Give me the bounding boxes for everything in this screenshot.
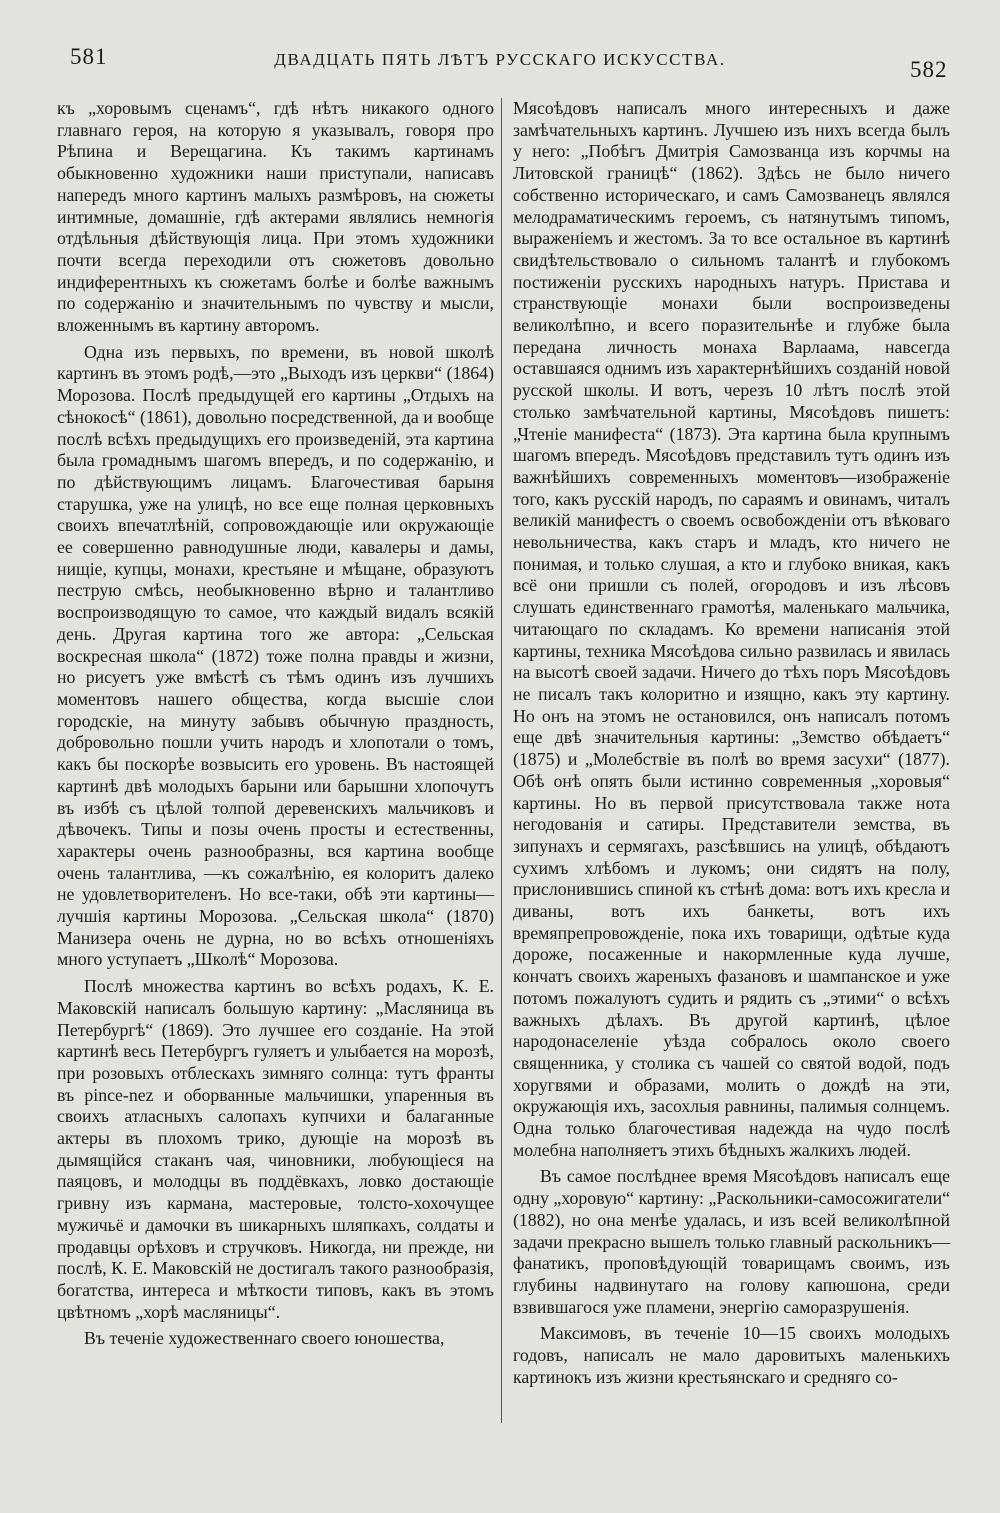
left-column bbox=[57, 98, 494, 1350]
paragraph: Одна изъ первыхъ, по времени, въ новой школѣ картинъ въ этомъ родѣ,—это „Выходъ изъ церкви“ (1864) Морозова. Послѣ предыдущей его картины „Отдыхъ на сѣнокосѣ“ (1861), довольно посредственной, да и вообще послѣ всѣхъ предыдущихъ его произведеній, эта картина была громаднымъ шагомъ впередъ, и по содержанію, и по дѣйствующимъ лицамъ. Благочестивая барыня старушка, уже на улицѣ, но все еще полная церковныхъ своихъ впечатлѣній, сопровождающіе или окружающіе ее совершенно равнодушные люди, кавалеры и дамы, нищіе, купцы, монахи, крестьяне и мѣщане, образуютъ пеструю смѣсь, необыкновенно вѣрно и талантливо воспроизводящую то самое, что каждый видалъ всякій день. Другая картина того же автора: „Сельская воскресная школа“ (1872) тоже полна правды и жизни, но рисуетъ уже вмѣстѣ съ тѣмъ одинъ изъ лучшихъ моментовъ нашего общества, когда высшіе слои городскіе, на минуту забывъ обычную праздность, добровольно пошли учить народъ и хлопотали о томъ, какъ бы поскорѣе возвысить его уровень. Въ настоящей картинѣ двѣ молодыхъ барыни или барышни хлопочутъ въ избѣ съ цѣлой толпой деревенскихъ мальчиковъ и дѣвочекъ. Типы и позы очень просты и естественны, характеры очень разнообразны, вся картина вообще очень талантлива, —къ сожалѣнію, ея колоритъ далеко не удовлетворителенъ. Но все-таки, обѣ эти картины—лучшія картины Морозова. „Сельская школа“ (1870) Манизера очень не дурна, но во всѣхъ отношеніяхъ много уступаетъ „Школѣ“ Морозова. bbox=[57, 341, 494, 970]
running-title: ДВАДЦАТЬ ПЯТЬ ЛѢТЪ РУССКАГО ИСКУССТВА. bbox=[274, 50, 726, 69]
paragraph: Послѣ множества картинъ во всѣхъ родахъ, К. Е. Маковскій написалъ большую картину: „Масляница въ Петербургѣ“ (1869). Это лучшее его созданіе. На этой картинѣ весь Петербургъ гуляетъ и улыбается на морозѣ, при розовыхъ отблескахъ зимняго солнца: тутъ франты въ pince-nez и оборванные мальчишки, упаренныя въ своихъ атласныхъ салопахъ купчихи и балаганные актеры въ плохомъ трико, дующіе на морозѣ въ дымящійся стаканъ чая, чиновники, любующіеся на паяцовъ, и молодцы въ поддёвкахъ, ловко достающіе гривну изъ кармана, мастеровые, толсто-хохочущее мужичьё и дамочки въ шикарныхъ шляпкахъ, солдаты и продавцы орѣховъ и стручковъ. Никогда, ни прежде, ни послѣ, К. Е. Маковскій не достигалъ такого разнообразія, богатства, интереса и мѣткости типовъ, какъ въ этомъ цвѣтномъ „хорѣ масляницы“. bbox=[57, 976, 494, 1322]
paragraph: Въ самое послѣднее время Мясоѣдовъ написалъ еще одну „хоровую“ картину: „Раскольники-самосожигатели“ (1882), но она менѣе удалась, и изъ всей великолѣпной задачи прекрасно вышелъ только главный раскольникъ—фанатикъ, проповѣдующій товарищамъ своимъ, изъ глубины надвинутаго на голову капюшона, среди взвившагося уже пламени, энергію саморазрушенія. bbox=[513, 1166, 950, 1317]
paragraph: Мясоѣдовъ написалъ много интересныхъ и даже замѣчательныхъ картинъ. Лучшею изъ нихъ всегда былъ у него: „Побѣгъ Дмитрія Самозванца изъ корчмы на Литовской границѣ“ (1862). Здѣсь не было ничего собственно историческаго, и самъ Самозванецъ являлся мелодраматическимъ героемъ, съ натянутымъ типомъ, выраженіемъ и жестомъ. За то все остальное въ картинѣ свидѣтельствовало о сильномъ талантѣ и глубокомъ постиженіи русскихъ народныхъ натуръ. Пристава и странствующіе монахи были воспроизведены великолѣпно, и всего поразительнѣе и глубже была передана личность монаха Варлаама, навсегда оставшаяся однимъ изъ характернѣйшихъ созданій новой русской школы. И вотъ, черезъ 10 лѣтъ послѣ этой столько замѣчательной картины, Мясоѣдовъ пишетъ: „Чтеніе манифеста“ (1873). Эта картина была крупнымъ шагомъ впередъ. Мясоѣдовъ представилъ тутъ одинъ изъ важнѣйшихъ современныхъ моментовъ—изображеніе того, какъ русскій народъ, по сараямъ и овинамъ, читалъ великій манифестъ о своемъ освобожденіи отъ вѣковаго невольничества, какъ старъ и младъ, кто ничего не понимая, и только слушая, а кто и глубоко вникая, какъ всё они пришли съ полей, огородовъ и изъ лѣсовъ слушать единственнаго грамотѣя, маленькаго мальчика, читающаго по складамъ. Ко времени написанія этой картины, техника Мясоѣдова сильно развилась и явилась на высотѣ своей задачи. Ничего до тѣхъ поръ Мясоѣдовъ не писалъ такъ колоритно и изящно, какъ эту картину. Но онъ на этомъ не остановился, онъ написалъ потомъ еще двѣ значительныя картины: „Земство обѣдаетъ“ (1875) и „Молебствіе въ полѣ во время засухи“ (1877). Обѣ онѣ опять были истинно современныя „хоровыя“ картины. Но въ первой присутствовала также нота негодованія и сатиры. Представители земства, въ зипунахъ и сермягахъ, разсѣвшись на улицѣ, обѣдаютъ сухимъ хлѣбомъ и лукомъ; они сидятъ на полу, прислонившись спиной къ стѣнѣ дома: вотъ ихъ кресла и диваны, вотъ ихъ банкеты, вотъ ихъ времяпрепровожденіе, пока ихъ товарищи, одѣтые куда дороже, посаженные и накормленные куда лучше, кончатъ своихъ жареныхъ фазановъ и шампанское и уже потомъ пожалуютъ судить и рядить съ „этими“ о всѣхъ важныхъ дѣлахъ. Въ другой картинѣ, цѣлое народонаселеніе уѣзда собралось около своего священника, у столика съ чашей со святой водой, подъ хоругвями и образами, молить о дождѣ на эти, окружающія ихъ, засохлыя равнины, палимыя солнцемъ. Одна только благочестивая надежда на чудо послѣ молебна наполняетъ этихъ бѣдныхъ жалкихъ людей. bbox=[513, 98, 950, 1160]
page-number-left: 581 bbox=[70, 44, 108, 69]
paragraph: Максимовъ, въ теченіе 10—15 своихъ молодыхъ годовъ, написалъ не мало даровитыхъ маленькихъ картинокъ изъ жизни крестьянскаго и средняго со- bbox=[513, 1323, 950, 1387]
paragraph: Въ теченіе художественнаго своего юношества, bbox=[84, 1328, 445, 1349]
page-number-right: 582 bbox=[910, 57, 948, 82]
paragraph: къ „хоровымъ сценамъ“, гдѣ нѣтъ никакого одного главнаго героя, на которую я указывалъ, говоря про Рѣпина и Верещагина. Къ такимъ картинамъ обыкновенно художники наши приступали, написавъ напередъ много картинъ малыхъ размѣровъ, на сюжеты интимные, домашніе, гдѣ актерами являлись немногія отдѣльныя дѣйствующія лица. При этомъ художники почти всегда переходили отъ сюжетовъ довольно индиферентныхъ къ сюжетамъ болѣе и болѣе важнымъ по содержанію и значительнымъ по чувству и мысли, вложеннымъ въ картину авторомъ. bbox=[57, 98, 494, 336]
column-divider bbox=[501, 98, 502, 1423]
right-column bbox=[513, 98, 950, 1388]
